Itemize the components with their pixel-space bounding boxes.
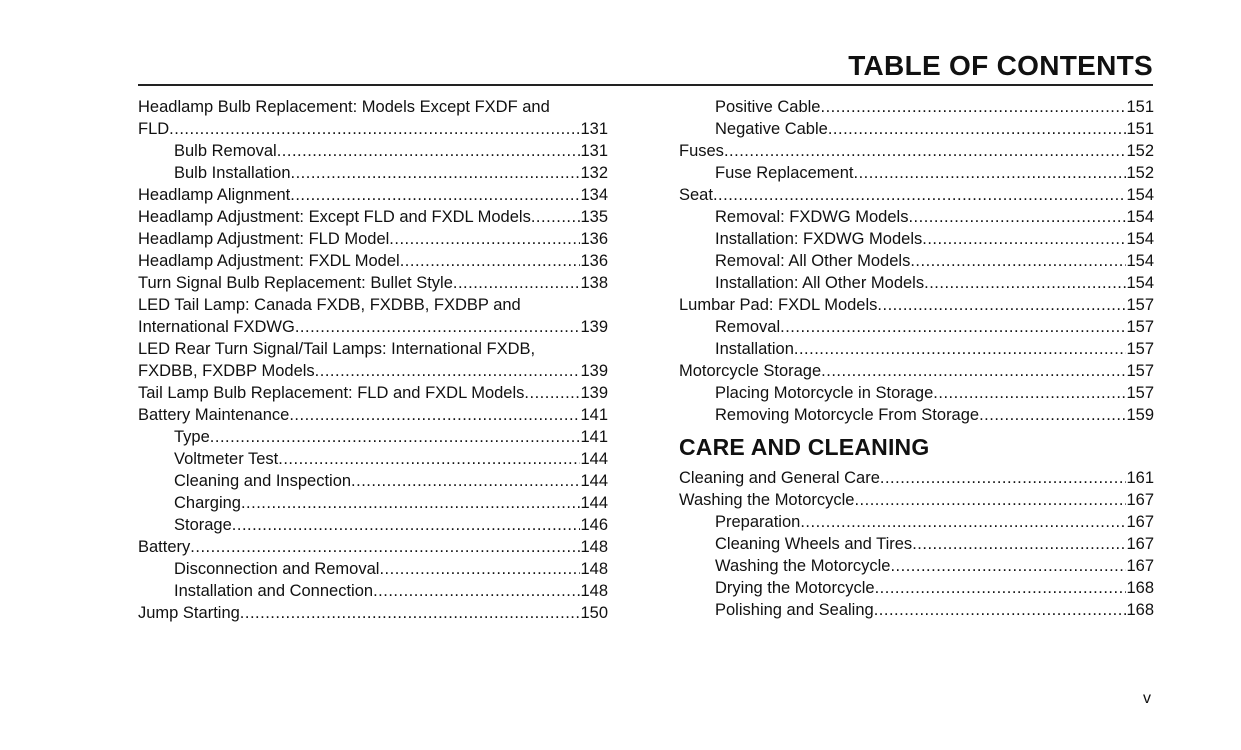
toc-entry-label: Bulb Removal: [174, 142, 277, 160]
toc-entry-page: 131: [580, 142, 608, 160]
toc-entry-page: 141: [580, 406, 608, 424]
dot-leader: [232, 514, 581, 536]
toc-entry-label: Drying the Motorcycle: [715, 579, 875, 597]
section-heading: CARE AND CLEANING: [679, 434, 930, 460]
toc-entry-label: Polishing and Sealing: [715, 601, 874, 619]
toc-entry[interactable]: [679, 555, 1154, 577]
toc-entry-first-line: Headlamp Bulb Replacement: Models Except FXDF and: [138, 98, 550, 116]
toc-entry[interactable]: [679, 577, 1154, 599]
dot-leader: [290, 184, 580, 206]
dot-leader: [890, 555, 1126, 577]
toc-entry[interactable]: [679, 599, 1154, 621]
toc-entry-page: 154: [1126, 252, 1154, 270]
dot-leader: [379, 558, 580, 580]
toc-entry[interactable]: [679, 404, 1154, 426]
toc-entry-label: Seat: [679, 186, 713, 204]
toc-entry-page: 154: [1126, 208, 1154, 226]
toc-entry-page: 167: [1126, 535, 1154, 553]
toc-entry[interactable]: [138, 536, 608, 558]
toc-entry[interactable]: [679, 467, 1154, 489]
toc-entry-label: Turn Signal Bulb Replacement: Bullet Style: [138, 274, 453, 292]
toc-entry-page: 131: [580, 120, 608, 138]
toc-entry-page: 157: [1126, 340, 1154, 358]
toc-entry-label: Jump Starting: [138, 604, 240, 622]
dot-leader: [351, 470, 580, 492]
toc-entry[interactable]: [679, 250, 1154, 272]
dot-leader: [828, 118, 1127, 140]
toc-entry-label: Voltmeter Test: [174, 450, 279, 468]
toc-entry-label: Storage: [174, 516, 232, 534]
toc-entry-page: 154: [1126, 230, 1154, 248]
toc-entry[interactable]: [679, 382, 1154, 404]
title-rule: [138, 84, 1153, 86]
toc-entry[interactable]: [138, 558, 608, 580]
toc-entry-label: Tail Lamp Bulb Replacement: FLD and FXDL Models: [138, 384, 525, 402]
toc-entry-page: 136: [580, 252, 608, 270]
toc-entry-page: 144: [580, 450, 608, 468]
toc-entry-label: Cleaning and Inspection: [174, 472, 352, 490]
toc-entry-page: 138: [580, 274, 608, 292]
toc-entry-label: Headlamp Adjustment: Except FLD and FXDL Models: [138, 208, 531, 226]
toc-entry-label: Headlamp Alignment: [138, 186, 291, 204]
toc-entry[interactable]: [679, 338, 1154, 360]
toc-left-column: [138, 96, 608, 624]
dot-leader: [295, 316, 581, 338]
toc-entry-page: 148: [580, 560, 608, 578]
toc-entry[interactable]: [138, 140, 608, 162]
dot-leader: [277, 140, 581, 162]
toc-entry-page: 139: [580, 362, 608, 380]
toc-entry-page: 139: [580, 384, 608, 402]
dot-leader: [877, 294, 1126, 316]
dot-leader: [908, 206, 1126, 228]
toc-entry-label: Motorcycle Storage: [679, 362, 822, 380]
toc-entry[interactable]: [138, 228, 608, 250]
dot-leader: [820, 96, 1126, 118]
toc-right-column: [679, 96, 1154, 621]
dot-leader: [910, 250, 1126, 272]
toc-entry-page: 168: [1126, 601, 1154, 619]
toc-entry[interactable]: [138, 206, 608, 228]
toc-entry[interactable]: [138, 426, 608, 448]
dot-leader: [169, 118, 580, 140]
toc-entry-page: 151: [1126, 98, 1154, 116]
toc-entry-first-line: LED Rear Turn Signal/Tail Lamps: International FXDB,: [138, 340, 536, 358]
toc-entry-page: 151: [1126, 120, 1154, 138]
dot-leader: [241, 492, 581, 514]
toc-entry-label: Headlamp Adjustment: FXDL Model: [138, 252, 400, 270]
toc-entry[interactable]: [679, 533, 1154, 555]
toc-entry-page: 168: [1126, 579, 1154, 597]
toc-entry[interactable]: [679, 316, 1154, 338]
toc-entry-label: Installation: All Other Models: [715, 274, 925, 292]
toc-entry-label: Removal: [715, 318, 781, 336]
toc-entry-label: Headlamp Adjustment: FLD Model: [138, 230, 390, 248]
toc-entry-page: 167: [1126, 513, 1154, 531]
toc-entry-page: 152: [1126, 142, 1154, 160]
toc-entry-page: 148: [580, 582, 608, 600]
dot-leader: [289, 404, 580, 426]
toc-entry-page: 139: [580, 318, 608, 336]
toc-entry-label: Preparation: [715, 513, 801, 531]
dot-leader: [922, 228, 1126, 250]
dot-leader: [874, 599, 1127, 621]
dot-leader: [854, 162, 1127, 184]
toc-entry[interactable]: [679, 272, 1154, 294]
toc-entry-label: Removing Motorcycle From Storage: [715, 406, 980, 424]
toc-entry[interactable]: [138, 448, 608, 470]
page-number: v: [1143, 690, 1151, 707]
dot-leader: [210, 426, 581, 448]
toc-entry[interactable]: [679, 360, 1154, 382]
dot-leader: [912, 533, 1126, 555]
toc-entry[interactable]: [679, 140, 1154, 162]
dot-leader: [875, 577, 1127, 599]
toc-entry-page: 152: [1126, 164, 1154, 182]
toc-entry[interactable]: [138, 250, 608, 272]
dot-leader: [389, 228, 580, 250]
toc-entry-label: Removal: FXDWG Models: [715, 208, 909, 226]
dot-leader: [924, 272, 1126, 294]
toc-entry-label: Negative Cable: [715, 120, 828, 138]
toc-entry[interactable]: [138, 404, 608, 426]
toc-entry[interactable]: [138, 272, 608, 294]
dot-leader: [800, 511, 1126, 533]
toc-entry[interactable]: [138, 162, 608, 184]
toc-entry-label: International FXDWG: [138, 318, 295, 336]
toc-entry-page: 136: [580, 230, 608, 248]
toc-entry-page: 161: [1126, 469, 1154, 487]
toc-entry[interactable]: [138, 492, 608, 514]
dot-leader: [278, 448, 580, 470]
toc-entry-page: 144: [580, 494, 608, 512]
toc-entry-label: Battery: [138, 538, 191, 556]
toc-entry[interactable]: [679, 162, 1154, 184]
dot-leader: [854, 489, 1126, 511]
toc-entry-label: FXDBB, FXDBP Models: [138, 362, 315, 380]
dot-leader: [453, 272, 581, 294]
toc-entry[interactable]: [138, 316, 608, 338]
toc-entry-page: 135: [580, 208, 608, 226]
toc-entry[interactable]: [138, 184, 608, 206]
toc-entry-label: Placing Motorcycle in Storage: [715, 384, 934, 402]
dot-leader: [400, 250, 581, 272]
toc-entry-label: Positive Cable: [715, 98, 821, 116]
toc-entry-page: 157: [1126, 362, 1154, 380]
dot-leader: [821, 360, 1126, 382]
toc-entry[interactable]: [138, 118, 608, 140]
dot-leader: [933, 382, 1126, 404]
toc-entry[interactable]: [679, 118, 1154, 140]
toc-entry-page: 154: [1126, 186, 1154, 204]
toc-entry-label: Battery Maintenance: [138, 406, 290, 424]
dot-leader: [524, 382, 580, 404]
toc-entry-label: Removal: All Other Models: [715, 252, 911, 270]
toc-entry[interactable]: [679, 511, 1154, 533]
toc-entry-label: Washing the Motorcycle: [715, 557, 891, 575]
toc-entry[interactable]: [138, 360, 608, 382]
dot-leader: [780, 316, 1126, 338]
dot-leader: [291, 162, 581, 184]
toc-entry-label: Lumbar Pad: FXDL Models: [679, 296, 878, 314]
dot-leader: [373, 580, 580, 602]
toc-entry-label: Type: [174, 428, 210, 446]
toc-entry[interactable]: [138, 470, 608, 492]
toc-entry-label: Cleaning and General Care: [679, 469, 880, 487]
toc-entry-page: 144: [580, 472, 608, 490]
toc-entry[interactable]: [679, 228, 1154, 250]
toc-entry[interactable]: [679, 96, 1154, 118]
toc-entry-page: 150: [580, 604, 608, 622]
toc-entry-page: 159: [1126, 406, 1154, 424]
toc-entry-label: Bulb Installation: [174, 164, 291, 182]
toc-entry-label: Fuses: [679, 142, 724, 160]
toc-entry-page: 167: [1126, 557, 1154, 575]
toc-entry-page: 167: [1126, 491, 1154, 509]
toc-entry-label: Charging: [174, 494, 241, 512]
toc-entry-first-line: LED Tail Lamp: Canada FXDB, FXDBB, FXDBP and: [138, 296, 521, 314]
toc-entry-page: 134: [580, 186, 608, 204]
toc-entry-page: 141: [580, 428, 608, 446]
toc-entry-label: FLD: [138, 120, 170, 138]
toc-entry-page: 148: [580, 538, 608, 556]
toc-entry[interactable]: [138, 580, 608, 602]
toc-entry-page: 157: [1126, 384, 1154, 402]
toc-entry-label: Installation: FXDWG Models: [715, 230, 923, 248]
toc-entry[interactable]: [679, 294, 1154, 316]
toc-entry-label: Fuse Replacement: [715, 164, 854, 182]
dot-leader: [713, 184, 1127, 206]
toc-entry-label: Cleaning Wheels and Tires: [715, 535, 913, 553]
toc-entry[interactable]: [679, 184, 1154, 206]
dot-leader: [190, 536, 580, 558]
toc-entry-page: 154: [1126, 274, 1154, 292]
toc-entry-page: 157: [1126, 296, 1154, 314]
toc-entry[interactable]: [138, 514, 608, 536]
toc-entry-label: Installation: [715, 340, 794, 358]
dot-leader: [880, 467, 1127, 489]
dot-leader: [794, 338, 1127, 360]
dot-leader: [240, 602, 581, 624]
toc-entry[interactable]: [138, 382, 608, 404]
toc-entry[interactable]: [679, 489, 1154, 511]
dot-leader: [979, 404, 1126, 426]
toc-entry-page: 132: [580, 164, 608, 182]
toc-entry[interactable]: [138, 602, 608, 624]
page-title: TABLE OF CONTENTS: [848, 50, 1153, 81]
toc-entry-label: Washing the Motorcycle: [679, 491, 855, 509]
dot-leader: [531, 206, 581, 228]
toc-entry-label: Disconnection and Removal: [174, 560, 380, 578]
dot-leader: [724, 140, 1127, 162]
toc-entry-label: Installation and Connection: [174, 582, 374, 600]
toc-entry[interactable]: [679, 206, 1154, 228]
dot-leader: [315, 360, 581, 382]
toc-entry-page: 157: [1126, 318, 1154, 336]
toc-entry-page: 146: [580, 516, 608, 534]
